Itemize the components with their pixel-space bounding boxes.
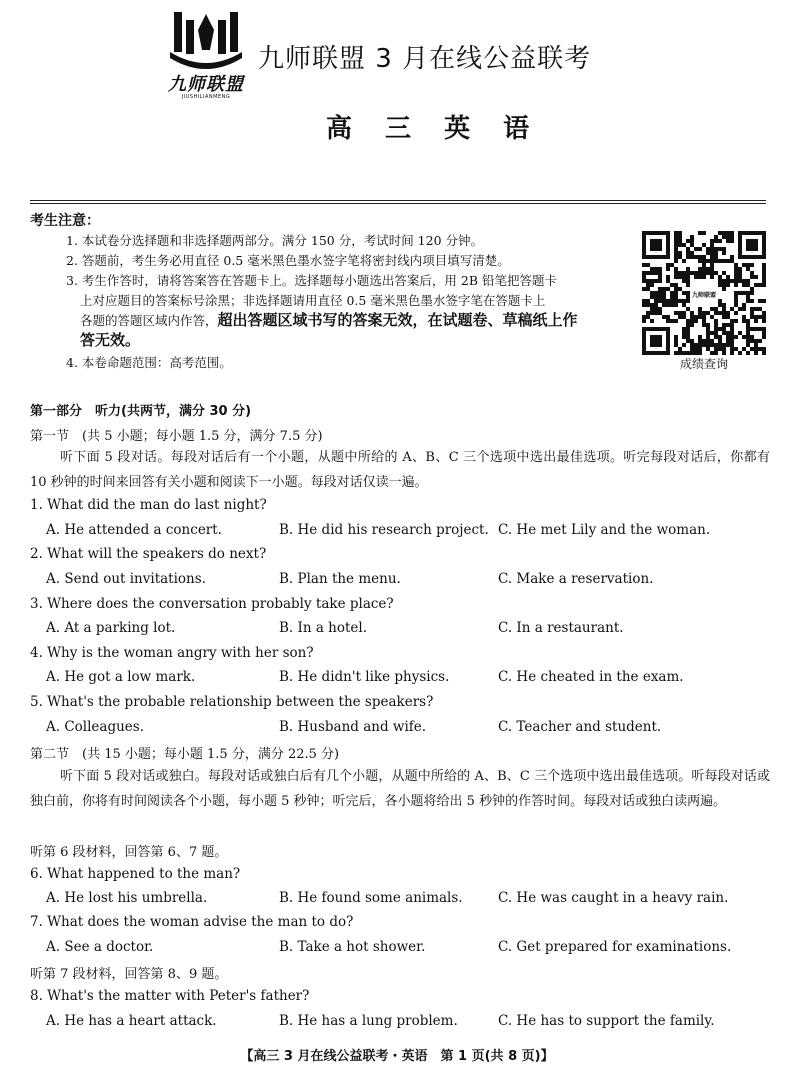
material-7-note: 听第 7 段材料，回答第 8、9 题。 <box>30 967 228 982</box>
notice-item-4: 4. 本卷命题范围：高考范围。 <box>66 355 232 370</box>
option-6b: B. He found some animals. <box>279 890 463 906</box>
option-5a: A. Colleagues. <box>46 719 145 735</box>
section1-instructions: 听下面 5 段对话。每段对话后有一个小题，从题中所给的 A、B、C 三个选项中选出最佳选项。听完每段对话后，你都有 10 秒钟的时间来回答有关小题和阅读下一小题。每段对话仅读一遍。 <box>30 450 770 490</box>
question-3: 3. Where does the conversation probably take place? <box>30 596 394 612</box>
logo-text: 九师联盟 <box>168 74 244 95</box>
exam-title: 九师联盟 3 月在线公益联考 <box>258 44 592 74</box>
notice-item-3-line4: 答无效。 <box>80 331 141 349</box>
option-8a: A. He has a heart attack. <box>46 1013 217 1029</box>
notice-item-1: 1. 本试卷分选择题和非选择题两部分。满分 150 分，考试时间 120 分钟。 <box>66 233 484 248</box>
section2-title: 第二节 (共 15 小题；每小题 1.5 分，满分 22.5 分) <box>30 747 340 762</box>
subject-title: 高 三 英 语 <box>326 114 542 144</box>
option-1b: B. He did his research project. <box>279 522 489 538</box>
logo-emblem-icon <box>160 8 252 70</box>
qr-caption: 成绩查询 <box>679 357 728 371</box>
qr-code[interactable] <box>642 231 766 355</box>
option-7a: A. See a doctor. <box>46 939 154 955</box>
notice-heading: 考生注意： <box>30 213 100 229</box>
option-4a: A. He got a low mark. <box>46 669 196 685</box>
notice-item-2: 2. 答题前，考生务必用直径 0.5 毫米黑色墨水签字笔将密封线内项目填写清楚。 <box>66 253 510 268</box>
notice-item-3-line2: 上对应题目的答案标号涂黑；非选择题请用直径 0.5 毫米黑色墨水签字笔在答题卡上 <box>80 293 546 308</box>
logo <box>160 8 252 104</box>
option-2b: B. Plan the menu. <box>279 571 401 587</box>
qr-logo-text: 九师联盟 <box>691 292 717 299</box>
option-1a: A. He attended a concert. <box>46 522 222 538</box>
page-footer: 【高三 3 月在线公益联考・英语 第 1 页(共 8 页)】 <box>240 1049 554 1064</box>
question-8: 8. What's the matter with Peter's father? <box>30 988 310 1004</box>
divider <box>30 203 766 204</box>
option-7c: C. Get prepared for examinations. <box>498 939 732 955</box>
option-3c: C. In a restaurant. <box>498 620 624 636</box>
option-4c: C. He cheated in the exam. <box>498 669 684 685</box>
option-5b: B. Husband and wife. <box>279 719 427 735</box>
notice-item-3: 3. 考生作答时，请将答案答在答题卡上。选择题每小题选出答案后，用 2B 铅笔把答题卡 <box>66 273 557 288</box>
notice-emphasis: 超出答题区域书写的答案无效，在试题卷、草稿纸上作 <box>217 311 578 329</box>
option-3a: A. At a parking lot. <box>46 620 176 636</box>
question-6: 6. What happened to the man? <box>30 866 241 882</box>
option-4b: B. He didn't like physics. <box>279 669 450 685</box>
notice-item-3-line3: 各题的答题区域内作答，超出答题区域书写的答案无效，在试题卷、草稿纸上作 <box>80 311 578 329</box>
question-1: 1. What did the man do last night? <box>30 497 267 513</box>
part1-title: 第一部分 听力(共两节，满分 30 分) <box>30 404 252 419</box>
section1-title: 第一节 (共 5 小题；每小题 1.5 分，满分 7.5 分) <box>30 429 323 444</box>
option-5c: C. Teacher and student. <box>498 719 662 735</box>
question-2: 2. What will the speakers do next? <box>30 546 267 562</box>
option-8c: C. He has to support the family. <box>498 1013 715 1029</box>
option-3b: B. In a hotel. <box>279 620 368 636</box>
option-6a: A. He lost his umbrella. <box>46 890 208 906</box>
question-7: 7. What does the woman advise the man to do? <box>30 914 354 930</box>
option-8b: B. He has a lung problem. <box>279 1013 458 1029</box>
qr-code-icon <box>642 231 766 355</box>
option-7b: B. Take a hot shower. <box>279 939 426 955</box>
option-1c: C. He met Lily and the woman. <box>498 522 711 538</box>
section2-instructions: 听下面 5 段对话或独白。每段对话或独白后有几个小题，从题中所给的 A、B、C 三个选项中选出最佳选项。听每段对话或独白前，你将有时间阅读各个小题，每小题 5 秒钟；听完后，各小题将给出 5 秒钟的作答时间。每段对话或独白读两遍。 <box>30 769 770 809</box>
question-4: 4. Why is the woman angry with her son? <box>30 645 314 661</box>
logo-subtext: JIUSHILIANMENG <box>181 94 231 100</box>
question-5: 5. What's the probable relationship between the speakers? <box>30 694 434 710</box>
option-6c: C. He was caught in a heavy rain. <box>498 890 729 906</box>
divider <box>30 200 766 201</box>
material-6-note: 听第 6 段材料，回答第 6、7 题。 <box>30 845 228 860</box>
option-2c: C. Make a reservation. <box>498 571 654 587</box>
option-2a: A. Send out invitations. <box>46 571 206 587</box>
